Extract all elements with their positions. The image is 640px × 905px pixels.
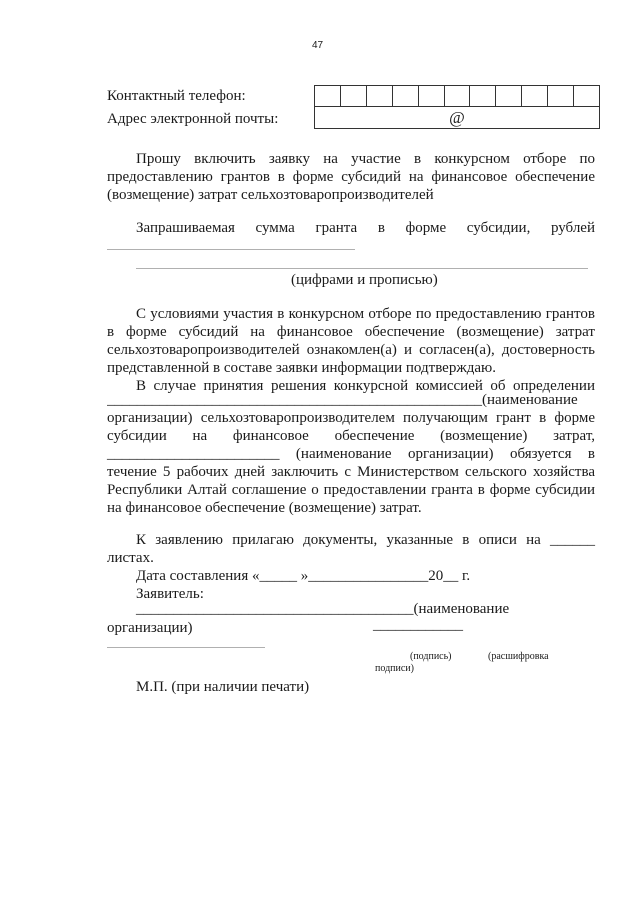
applicant-name-line: _____________________________________(наименование [136,601,510,617]
at-sign: @ [449,108,465,127]
decision-line-5: _______________________ (наименование организации) обязуется в [107,446,595,462]
phone-digit-cell[interactable] [367,86,393,106]
phone-input-grid[interactable] [314,85,600,107]
phone-digit-cell[interactable] [548,86,574,106]
decision-line-7: Республики Алтай соглашение о предоставлении гранта в форме субсидии [107,482,595,498]
phone-digit-cell[interactable] [445,86,471,106]
conditions-line-4: представленной в составе заявки информации подтверждаю. [107,360,496,376]
decision-line-8: на финансовое обеспечение (возмещение) затрат. [107,500,422,516]
stamp-label: М.П. (при наличии печати) [136,679,310,695]
applicant-org-line: организации) [107,620,193,636]
decision-line-2: __________________________________________________(наименование [107,392,578,408]
attachments-line-2: листах. [107,550,154,566]
phone-digit-cell[interactable] [341,86,367,106]
conditions-line-1: С условиями участия в конкурсном отборе по предоставлению грантов [136,306,595,322]
email-input-field[interactable] [314,106,600,129]
decode-caption-1: (расшифровка [488,651,549,662]
email-label: Адрес электронной почты: [107,111,279,127]
request-line-2: предоставлению грантов в форме субсидий на финансовое обеспечение [107,169,595,185]
phone-digit-cell[interactable] [470,86,496,106]
applicant-label: Заявитель: [136,586,204,602]
signature-blank: ____________ [373,617,463,633]
phone-digit-cell[interactable] [574,86,599,106]
amount-caption: (цифрами и прописью) [291,272,438,288]
decision-line-4: субсидии на финансовое обеспечение (возмещение) затрат, [107,428,595,444]
phone-digit-cell[interactable] [496,86,522,106]
signature-caption: (подпись) [410,651,452,662]
phone-label: Контактный телефон: [107,88,246,104]
attachments-line-1: К заявлению прилагаю документы, указанные в описи на ______ [136,532,595,548]
conditions-line-3: сельхозтоваропроизводителей ознакомлен(а) и согласен(а), достоверность [107,342,595,358]
phone-digit-cell[interactable] [393,86,419,106]
date-line: Дата составления «_____ »________________20__ г. [136,568,471,584]
request-line-3: (возмещение) затрат сельхозтоваропроизводителей [107,187,434,203]
decode-caption-2: подписи) [375,663,414,674]
amount-words-blank-line[interactable] [136,268,588,269]
conditions-line-2: в форме субсидий на финансовое обеспечение (возмещение) затрат [107,324,595,340]
decision-line-3: организации) сельхозтоваропроизводителем получающим грант в форме [107,410,595,426]
phone-digit-cell[interactable] [522,86,548,106]
decision-line-1: В случае принятия решения конкурсной комиссией об определении [136,378,595,394]
phone-digit-cell[interactable] [419,86,445,106]
amount-line: Запрашиваемая сумма гранта в форме субсидии, рублей [136,220,595,236]
decode-blank-line[interactable] [107,647,265,648]
request-line-1: Прошу включить заявку на участие в конкурсном отборе по [136,151,595,167]
page-number: 47 [312,40,324,51]
decision-line-6: течение 5 рабочих дней заключить с Министерством сельского хозяйства [107,464,595,480]
phone-digit-cell[interactable] [315,86,341,106]
amount-blank-line[interactable] [107,249,355,250]
